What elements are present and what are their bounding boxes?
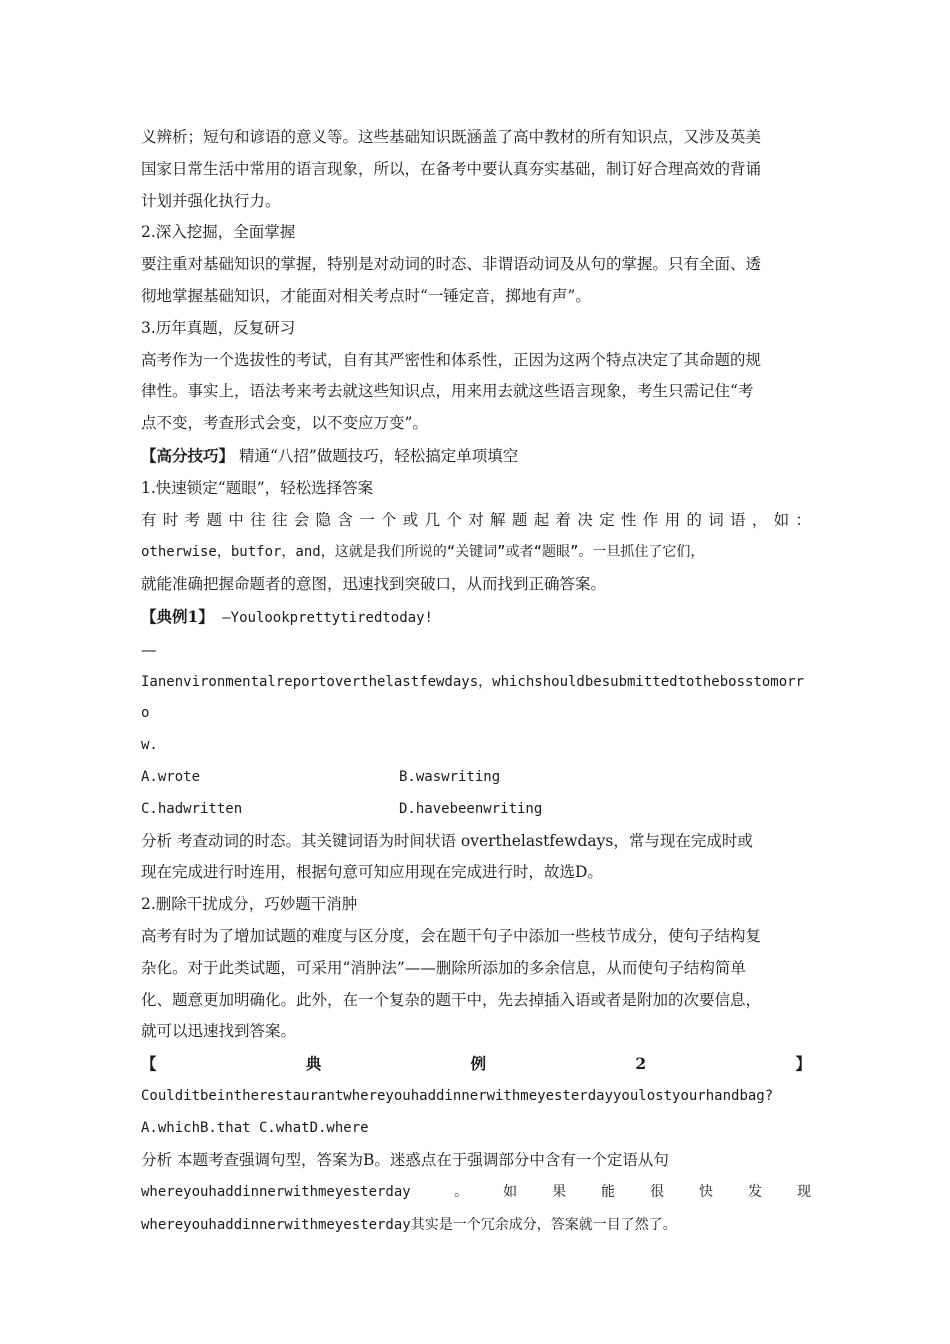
section-heading: 2.深入挖掘，全面掌握	[141, 223, 296, 242]
paragraph-line: 就可以迅速找到答案。	[141, 1022, 297, 1041]
paragraph-line: 杂化。对于此类试题，可采用“消肿法”——删除所添加的多余信息，从而使句子结构简单	[141, 958, 746, 977]
option-row	[141, 762, 811, 794]
analysis-line	[141, 826, 811, 858]
example-2-tag-line	[141, 1048, 811, 1081]
analysis-tag: 分析	[141, 1150, 173, 1169]
analysis-line	[141, 1209, 811, 1242]
option-row	[141, 794, 811, 826]
tips-tag: 【高分技巧】	[141, 445, 235, 465]
analysis-line: 现在完成进行时连用，根据句意可知应用现在完成进行时，故选D。	[141, 863, 603, 882]
example-tag: 【典例2】	[141, 1054, 811, 1074]
option-b: B.waswriting	[399, 768, 501, 785]
option-a: A.wrote	[141, 768, 201, 785]
paragraph-line: 彻地掌握基础知识，才能面对相关考点时“一锤定音，掷地有声”。	[141, 286, 591, 305]
paragraph-line: 计划并强化执行力。	[141, 191, 281, 210]
analysis-tag: 分析	[141, 831, 173, 850]
paragraph-line: 义辨析；短句和谚语的意义等。这些基础知识既涵盖了高中教材的所有知识点，又涉及英美	[141, 128, 762, 146]
paragraph-line: 有时考题中往往会隐含一个或几个对解题起着决定性作用的词语，如：	[141, 510, 811, 529]
tips-text: 精通“八招”做题技巧，轻松搞定单项填空	[234, 446, 519, 465]
section-heading: 3.历年真题，反复研习	[141, 318, 296, 337]
answer-dash: —	[141, 640, 157, 659]
example-2-options: A.whichB.that C.whatD.where	[141, 1119, 369, 1136]
paragraph-line: 高考作为一个选拔性的考试，自有其严密性和体系性，正因为这两个特点决定了其命题的规	[141, 350, 762, 369]
analysis-text: 考查动词的时态。其关键词语为时间状语 overthelastfewdays，常与现在完成时或	[172, 831, 753, 850]
example-2-question: Coulditbeintherestaurantwhereyouhaddinnerwithmeyesterdayyoulostyourhandbag?	[141, 1087, 774, 1104]
paragraph-line: 要注重对基础知识的掌握，特别是对动词的时态、非谓语动词及从句的掌握。只有全面、透	[141, 255, 762, 274]
paragraph-line: 点不变，考查形式会变，以不变应万变”。	[141, 414, 428, 433]
tips-heading	[141, 440, 811, 473]
example-1-question	[141, 601, 811, 635]
analysis-text: 本题考查强调句型，答案为B。迷惑点在于强调部分中含有一个定语从句	[172, 1150, 669, 1169]
paragraph-line: 国家日常生活中常用的语言现象，所以，在备考中要认真夯实基础，制订好合理高效的背诵	[141, 159, 762, 178]
option-d: D.havebeenwriting	[399, 800, 543, 817]
example-tag: 【典例1】	[141, 606, 214, 626]
example-question: —Youlookprettytiredtoday!	[213, 609, 433, 626]
analysis-line	[141, 1176, 811, 1209]
analysis-text: whereyouhaddinnerwithmeyesterday其实是一个冗余成分，答案就一目了然了。	[141, 1217, 677, 1234]
paragraph-line	[141, 536, 811, 569]
example-answer-line: Ianenvironmentalreportoverthelastfewdays，whichshouldbesubmittedtothebosstomorro	[141, 673, 805, 722]
tip-heading: 1.快速锁定“题眼”，轻松选择答案	[141, 478, 374, 497]
example-answer-line: w.	[141, 737, 158, 754]
analysis-line	[141, 1145, 811, 1177]
option-c: C.hadwritten	[141, 800, 243, 817]
paragraph-line: 化、题意更加明确化。此外，在一个复杂的题干中，先去掉插入语或者是附加的次要信息，	[141, 990, 762, 1009]
keyword-text: otherwise，butfor，and，这就是我们所说的“关键词”或者“题眼”。一旦抓住了它们，	[141, 544, 705, 561]
paragraph-line: 律性。事实上，语法考来考去就这些知识点，用来用去就这些语言现象，考生只需记住“考	[141, 382, 754, 401]
tip-heading: 2.删除干扰成分，巧妙题干消肿	[141, 895, 358, 914]
document-body	[141, 122, 811, 1242]
paragraph-line: 就能准确把握命题者的意图，迅速找到突破口，从而找到正确答案。	[141, 575, 607, 594]
paragraph-line: 高考有时为了增加试题的难度与区分度，会在题干句子中添加一些枝节成分，使句子结构复	[141, 926, 762, 945]
analysis-text: whereyouhaddinnerwithmeyesterday 。如果能很快发现	[141, 1184, 811, 1201]
